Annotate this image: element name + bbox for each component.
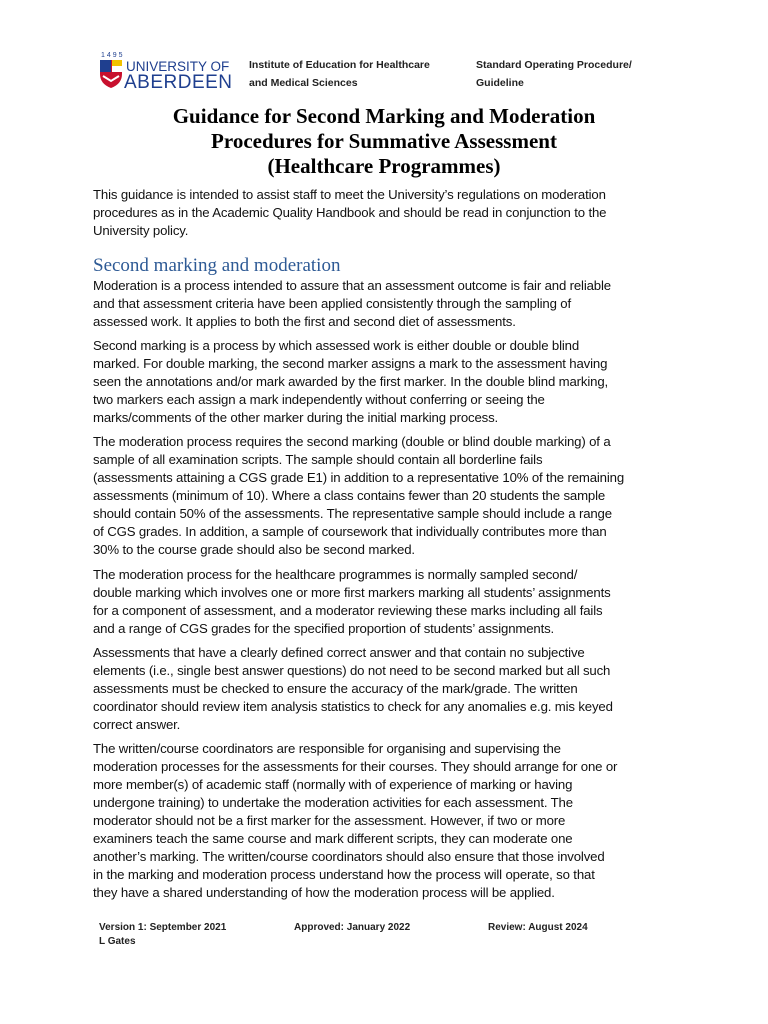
text-line: should contain 50% of the assessments. The representative sample should include a range	[93, 506, 612, 521]
title-line: (Healthcare Programmes)	[267, 154, 501, 178]
footer-review: Review: August 2024	[488, 922, 588, 933]
text-line: seen the annotations and/or mark awarded by the first marker. In the double blind marking,	[93, 374, 609, 389]
text-line: examiners teach the same course and mark different scripts, they can moderate one	[93, 831, 573, 846]
text-line: The moderation process for the healthcare programmes is normally sampled second/	[93, 567, 578, 582]
footer-approved: Approved: January 2022	[294, 922, 411, 933]
text-line: and a range of CGS grades for the specified proportion of students’ assignments.	[93, 621, 555, 636]
body-paragraph	[93, 644, 613, 734]
section-heading: Second marking and moderation	[93, 255, 341, 276]
text-line: of CGS grades. In addition, a sample of coursework that individually contributes more than	[93, 524, 607, 539]
text-line: Moderation is a process intended to assure that an assessment outcome is fair and reliable	[93, 278, 611, 293]
text-line: for a component of assessment, and a moderator reviewing these marks including all fails	[93, 603, 603, 618]
logo-year: 1495	[101, 52, 125, 59]
text-line: in the marking and moderation process understand how the process will operate, so that	[93, 867, 595, 882]
text-line: moderator should not be a first marker for the assessment. However, if two or more	[93, 813, 566, 828]
body-paragraph	[93, 277, 611, 331]
university-logo	[99, 50, 239, 90]
text-line: another’s marking. The written/course coordinators should also ensure that those involved	[93, 849, 605, 864]
body-paragraph	[93, 566, 611, 638]
text-line: procedures as in the Academic Quality Handbook and should be read in conjunction to the	[93, 205, 607, 220]
document-type	[476, 56, 632, 92]
text-line: The moderation process requires the second marking (double or blind double marking) of a	[93, 434, 611, 449]
text-line: coordinator should review item analysis statistics to check for any anomalies e.g. mis keyed	[93, 699, 613, 714]
body-paragraph	[93, 433, 624, 559]
text-line: assessed work. It applies to both the first and second diet of assessments.	[93, 314, 516, 329]
version-text: Version 1: September 2021	[99, 922, 227, 933]
text-line: more member(s) of academic staff (normally with of experience of marking or having	[93, 777, 573, 792]
intro-paragraph	[93, 186, 606, 240]
institute-line: and Medical Sciences	[249, 77, 358, 89]
text-line: two markers each assign a mark independently without conferring or seeing the	[93, 392, 545, 407]
text-line: University policy.	[93, 223, 189, 238]
body-paragraph	[93, 337, 608, 427]
text-line: sample of all examination scripts. The sample should contain all borderline fails	[93, 452, 543, 467]
text-line: assessments must be checked to ensure the accuracy of the mark/grade. The written	[93, 681, 578, 696]
text-line: they have a shared understanding of how the moderation process will be applied.	[93, 885, 555, 900]
body-paragraph	[93, 740, 617, 902]
text-line: correct answer.	[93, 717, 181, 732]
text-line: and that assessment criteria have been applied consistently through the sampling of	[93, 296, 571, 311]
text-line: (assessments attaining a CGS grade E1) in addition to a representative 10% of the remaining	[93, 470, 625, 485]
title-line: Guidance for Second Marking and Moderation	[172, 104, 596, 128]
institute-line: Institute of Education for Healthcare	[249, 59, 430, 71]
text-line: The written/course coordinators are responsible for organising and supervising the	[93, 741, 561, 756]
text-line: double marking which involves one or more first markers marking all students’ assignments	[93, 585, 611, 600]
doc-type-line: Guideline	[476, 77, 524, 89]
text-line: marks/comments of the other marker during the initial marking process.	[93, 410, 499, 425]
logo-line2: ABERDEEN	[124, 72, 233, 90]
text-line: Assessments that have a clearly defined correct answer and that contain no subjective	[93, 645, 585, 660]
text-line: Second marking is a process by which assessed work is either double or double blind	[93, 338, 580, 353]
text-line: This guidance is intended to assist staff to meet the University’s regulations on moderation	[93, 187, 606, 202]
footer-version	[99, 921, 226, 949]
text-line: 30% to the course grade should also be second marked.	[93, 542, 415, 557]
text-line: undergone training) to undertake the moderation activities for each assessment. The	[93, 795, 573, 810]
institute-name	[249, 56, 430, 92]
doc-type-line: Standard Operating Procedure/	[476, 59, 632, 71]
text-line: elements (i.e., single best answer questions) do not need to be second marked but all such	[93, 663, 611, 678]
title-line: Procedures for Summative Assessment	[211, 129, 557, 153]
page-title	[0, 104, 768, 179]
logo-line1: UNIVERSITY OF	[126, 59, 230, 74]
author-text: L Gates	[99, 936, 136, 947]
text-line: moderation processes for the assessments for their courses. They should arrange for one or	[93, 759, 618, 774]
text-line: assessments (minimum of 10). Where a class contains fewer than 20 students the sample	[93, 488, 606, 503]
text-line: marked. For double marking, the second marker assigns a mark to the assessment having	[93, 356, 608, 371]
